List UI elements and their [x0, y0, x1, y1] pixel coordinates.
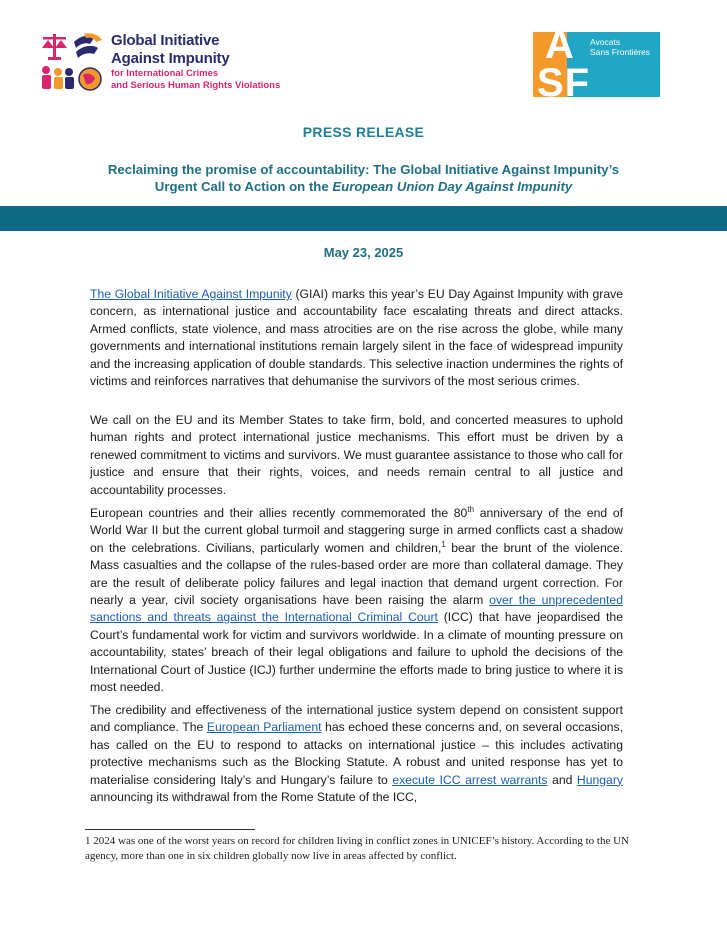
giai-title-line1: Global Initiative — [111, 32, 220, 49]
paragraph-3-text-4: (ICC) that have jeopardised the Court’s fundamental work for victim and survivors worldwide. In a climate of mounting pressure on accountability, states’ breach of their legal obligations and failure to uphold the decisions of the International Court of Justice (ICJ) further undermine the efforts made to bring justice to where it is most needed. — [90, 610, 623, 695]
asf-logo — [533, 23, 660, 105]
paragraph-3 — [90, 505, 623, 696]
giai-title-line2: Against Impunity — [111, 50, 230, 67]
asf-letters — [537, 23, 591, 105]
headline — [80, 161, 647, 195]
giai-subtitle-line1: for International Crimes — [111, 68, 219, 79]
paragraph-4-text-3: and — [547, 772, 577, 787]
giai-emblem-icon — [40, 32, 108, 96]
paragraph-3-text-3: bear the brunt of the violence. Mass casualties and the collapse of the rules-based order are more than collateral damage. They are the result of deliberate policy failures and legal inaction that demand urgent correction. For nearly a year, civil society organisations have been raising the alarm — [90, 540, 623, 608]
paragraph-3-text-2: anniversary of the end of World War II but the current global turmoil and staggering surge in armed conflicts cast a shadow on the celebrations. Civilians, particularly women and children, — [90, 506, 623, 555]
headline-line1: Reclaiming the promise of accountability: The Global Initiative Against Impunity’s — [107, 162, 620, 177]
paragraph-4-text-4: announcing its withdrawal from the Rome Statute of the ICC, — [90, 790, 418, 805]
asf-letter-a: A — [545, 23, 575, 67]
footnote: 1 2024 was one of the worst years on record for children living in conflict zones in UNICEF’s history. According to the UN agency, more than one in six children globally now live in areas affected by conflict. — [85, 835, 629, 862]
asf-tagline-line1: Avocats — [590, 37, 621, 47]
asf-tagline-line2: Sans Frontières — [590, 47, 650, 57]
header-band — [0, 206, 727, 231]
paragraph-3-text-1: European countries and their allies recently commemorated the 80 — [90, 506, 468, 520]
paragraph-4 — [90, 702, 623, 806]
headline-line2-italic: European Union Day Against Impunity — [332, 179, 573, 194]
headline-line2-prefix: Urgent Call to Action on the — [154, 179, 333, 194]
hungary-link[interactable]: Hungary — [576, 772, 623, 787]
paragraph-4-text-2: has echoed these concerns and, on several occasions, has called on the EU to respond to attacks on international justice – this includes activating protective mechanisms such as the Blocking Statute. A robust and united response has yet to materialise considering Italy’s and Hungary’s failure to — [90, 720, 623, 787]
footnote-ref-1[interactable]: 1 — [441, 539, 446, 549]
giai-logo — [40, 32, 300, 96]
paragraph-1 — [90, 286, 623, 390]
giai-link[interactable]: The Global Initiative Against Impunity — [90, 287, 292, 301]
release-date: May 23, 2025 — [323, 245, 404, 260]
headline-line2 — [80, 178, 647, 195]
paragraph-4-text-1: The credibility and effectiveness of the international justice system depend on consistent support and compliance. The — [90, 703, 623, 735]
icc-sanctions-link[interactable]: over the unprecedented sanctions and threats against the International Criminal Court — [90, 593, 623, 625]
footnote-divider — [85, 829, 255, 830]
asf-tagline — [590, 37, 650, 57]
paragraph-1-text: (GIAI) marks this year’s EU Day Against Impunity with grave concern, as international justice and accountability face escalating threats and direct attacks. Armed conflicts, state violence, and mass atrocities are on the rise across the globe, while many governments and international institutions remain largely silent in the face of widespread impunity and the increasing application of double standards. This selective inaction undermines the rights of victims and reinforces narratives that dehumanise the survivors of the most serious crimes. — [90, 287, 623, 389]
press-release-label: PRESS RELEASE — [302, 124, 425, 140]
european-parliament-link[interactable]: European Parliament — [206, 720, 322, 735]
icc-arrest-warrants-link[interactable]: execute ICC arrest warrants — [392, 772, 548, 787]
paragraph-2: We call on the EU and its Member States to take firm, bold, and concerted measures to uphold human rights and protect international justice mechanisms. This effort must be driven by a renewed commitment to victims and survivors. We must guarantee assistance to those who call for justice and ensure that their rights, voices, and needs remain central to all justice and accountability processes. — [90, 413, 623, 497]
giai-subtitle-line2: and Serious Human Rights Violations — [111, 80, 281, 91]
asf-letters-sf: SF — [537, 61, 591, 105]
superscript-th: th — [467, 505, 475, 514]
